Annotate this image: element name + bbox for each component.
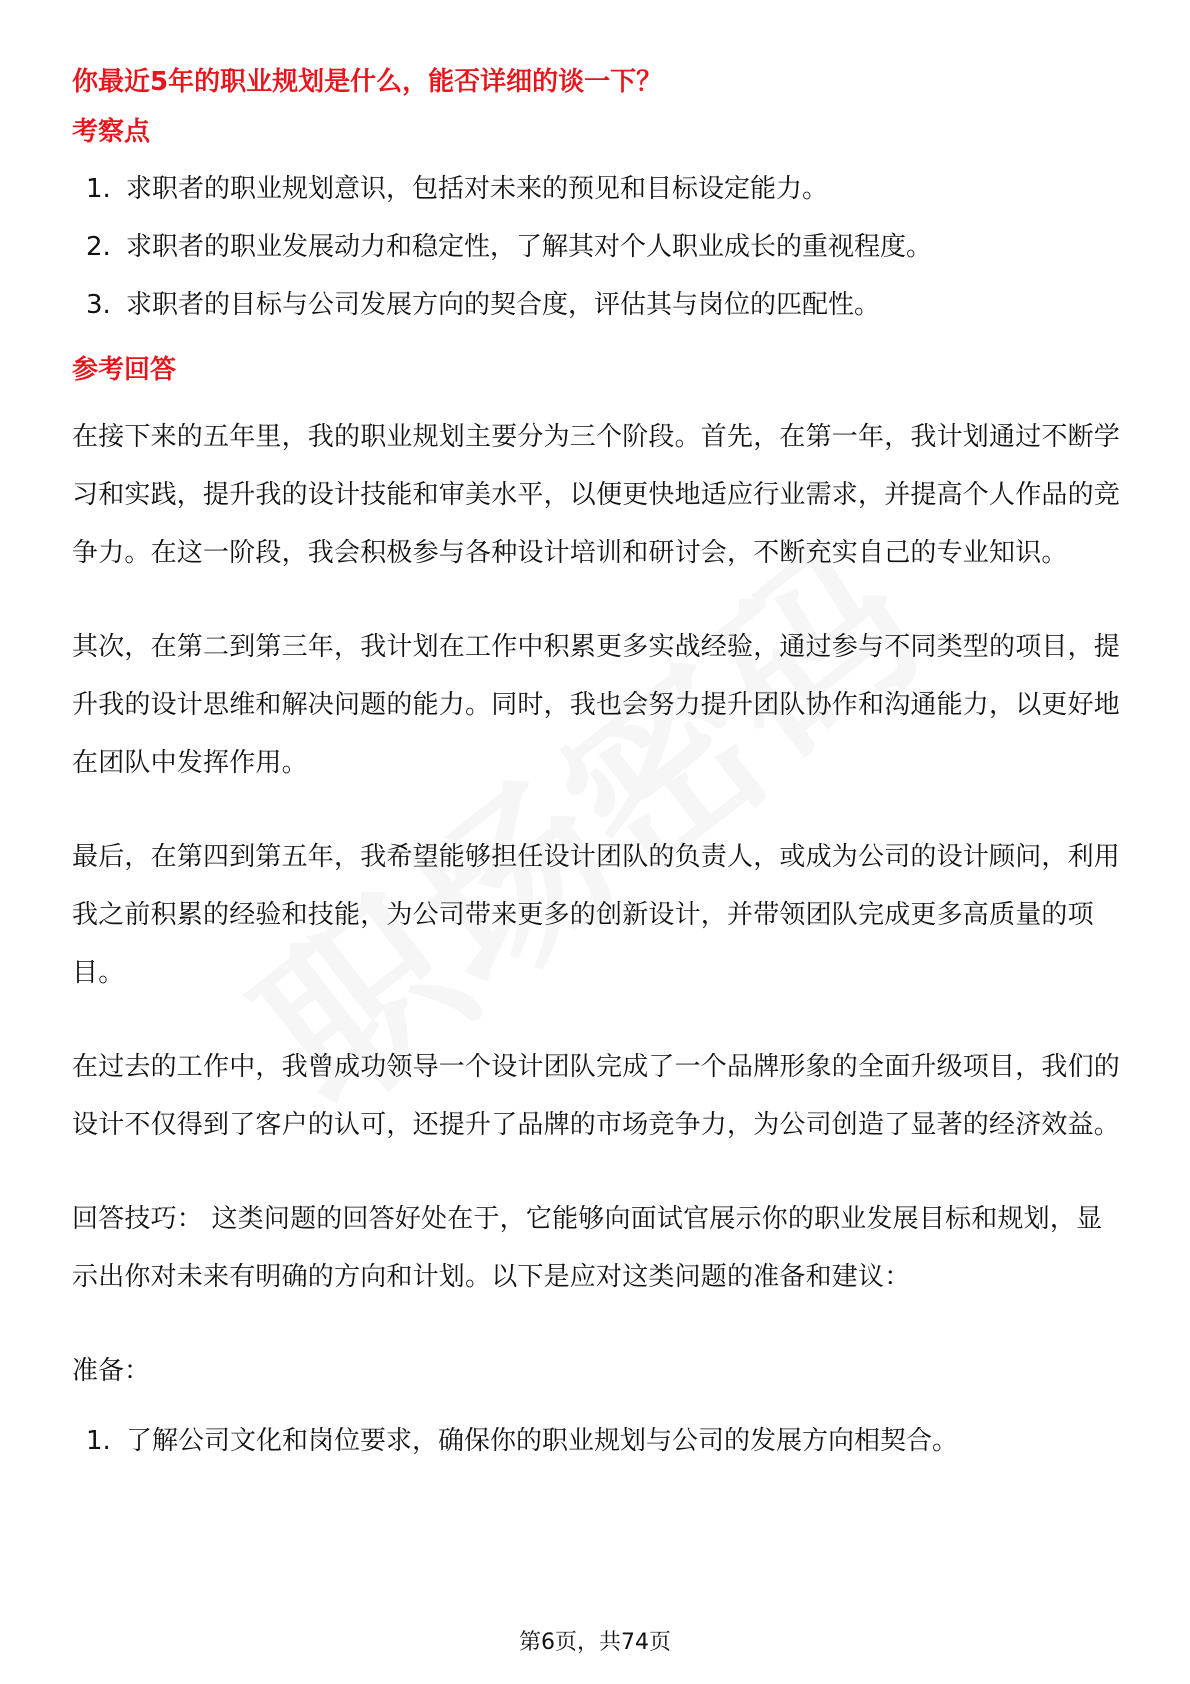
list-item <box>72 170 1122 208</box>
preparation-points-list <box>72 1422 1122 1460</box>
answer-paragraph: 在过去的工作中，我曾成功领导一个设计团队完成了一个品牌形象的全面升级项目，我们的设计不仅得到了客户的认可，还提升了品牌的市场竞争力，为公司创造了显著的经济效益。 <box>72 1052 1121 1140</box>
page-footer: 第6页，共74页 <box>519 1630 671 1655</box>
assessment-points-list <box>72 170 1122 324</box>
document-page <box>72 60 1122 1484</box>
list-item-text: 了解公司文化和岗位要求，确保你的职业规划与公司的发展方向相契合。 <box>126 1426 959 1456</box>
list-item <box>72 1422 1122 1460</box>
list-item <box>72 286 1122 324</box>
list-number: 1. <box>86 1426 111 1456</box>
list-number: 3. <box>86 290 111 320</box>
answer-tips-paragraph: 回答技巧： 这类问题的回答好处在于，它能够向面试官展示你的职业发展目标和规划，显示出你对未来有明确的方向和计划。以下是应对这类问题的准备和建议： <box>72 1204 1103 1292</box>
list-number: 2. <box>86 232 111 262</box>
section-heading-reference-answer: 参考回答 <box>72 355 177 385</box>
answer-paragraph: 最后，在第四到第五年，我希望能够担任设计团队的负责人，或成为公司的设计顾问，利用我之前积累的经验和技能，为公司带来更多的创新设计，并带领团队完成更多高质量的项目。 <box>72 842 1121 988</box>
question-title: 你最近5年的职业规划是什么，能否详细的谈一下？ <box>72 67 663 97</box>
list-number: 1. <box>86 174 111 204</box>
list-item-text: 求职者的目标与公司发展方向的契合度，评估其与岗位的匹配性。 <box>126 290 881 320</box>
answer-paragraph: 其次，在第二到第三年，我计划在工作中积累更多实战经验，通过参与不同类型的项目，提升我的设计思维和解决问题的能力。同时，我也会努力提升团队协作和沟通能力，以更好地在团队中发挥作用。 <box>72 632 1121 778</box>
list-item <box>72 228 1122 266</box>
list-item-text: 求职者的职业规划意识，包括对未来的预见和目标设定能力。 <box>126 174 829 204</box>
list-item-text: 求职者的职业发展动力和稳定性，了解其对个人职业成长的重视程度。 <box>126 232 933 262</box>
preparation-label: 准备： <box>72 1356 151 1386</box>
answer-paragraph: 在接下来的五年里，我的职业规划主要分为三个阶段。首先，在第一年，我计划通过不断学习和实践，提升我的设计技能和审美水平，以便更快地适应行业需求，并提高个人作品的竞争力。在这一阶段，我会积极参与各种设计培训和研讨会，不断充实自己的专业知识。 <box>72 422 1121 568</box>
section-heading-assessment: 考察点 <box>72 117 151 147</box>
